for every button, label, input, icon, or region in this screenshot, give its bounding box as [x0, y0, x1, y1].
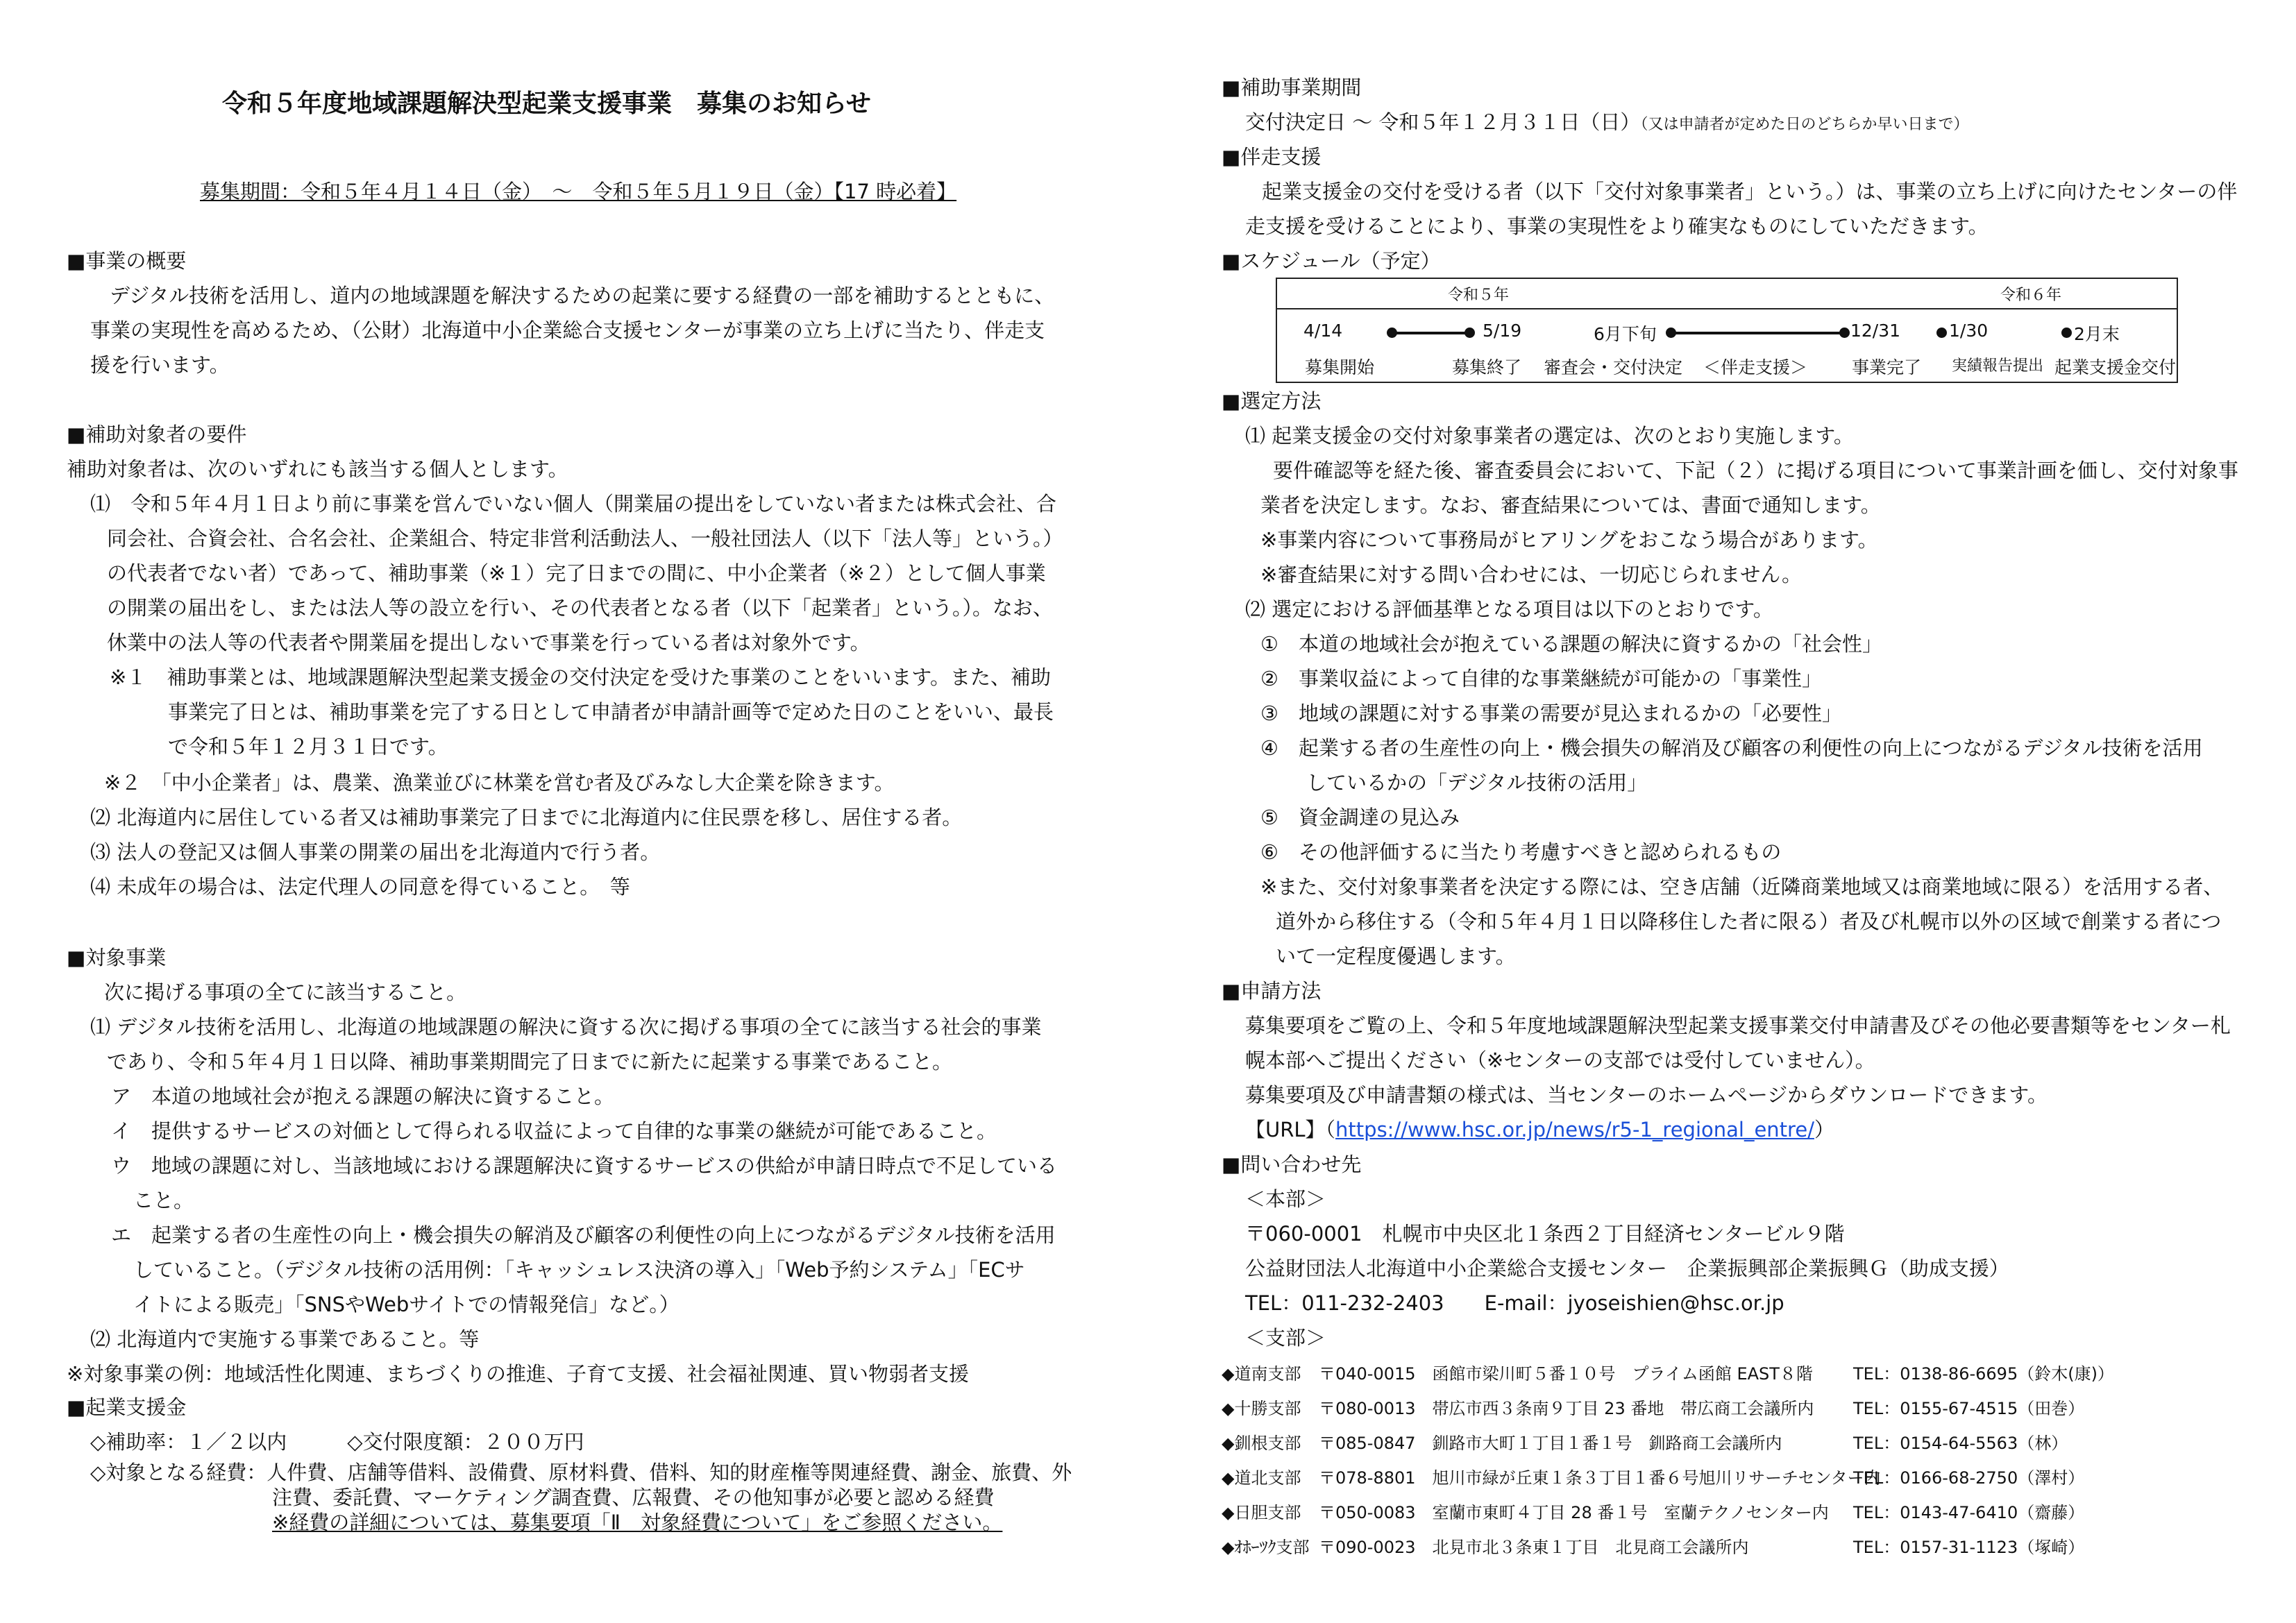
eligibility-line: ⑶ 法人の登記又は個人事業の開業の届出を北海道内で行う者。 [90, 840, 661, 864]
schedule-year: 令和６年 [2000, 287, 2062, 304]
schedule-label: 事業完了 [1852, 357, 1922, 377]
schedule-table [1276, 278, 2178, 383]
target-line: エ 起業する者の生産性の向上・機会損失の解消及び顧客の利便性の向上につながるデジタル技術を活用 [111, 1223, 1056, 1247]
branch-label: ＜支部＞ [1245, 1326, 1326, 1350]
eligibility-note: で令和５年１２月３１日です。 [168, 735, 448, 758]
timeline-dot [1464, 328, 1475, 338]
hq-organization: 公益財団法人北海道中小企業総合支援センター 企業振興部企業振興Ｇ（助成支援） [1245, 1257, 2009, 1280]
schedule-label: 審査会・交付決定 [1544, 357, 1683, 377]
target-line: イ 提供するサービスの対価として得られる収益によって自律的な事業の継続が可能であること。 [111, 1119, 997, 1143]
support-heading: ■伴走支援 [1222, 145, 1322, 169]
timeline-bar [1674, 332, 1841, 334]
eligibility-intro: 補助対象者は、次のいずれにも該当する個人とします。 [67, 457, 568, 481]
branch-name: ◆釧根支部 [1222, 1434, 1301, 1453]
apply-line: 募集要項及び申請書類の様式は、当センターのホームページからダウンロードできます。 [1245, 1083, 2048, 1107]
criterion-item: ④ 起業する者の生産性の向上・機会損失の解消及び顧客の利便性の向上につながるデジタル技術を活用 [1260, 736, 2203, 760]
period-note: （又は申請者が定めた日のどちらか早い日まで） [1640, 116, 1969, 133]
timeline-bar [1395, 332, 1466, 334]
timeline-dot [1839, 328, 1850, 338]
apply-line: 募集要項をご覧の上、令和５年度地域課題解決型起業支援事業交付申請書及びその他必要書類等をセンター札 [1245, 1014, 2231, 1037]
branch-tel: TEL：0154-64-5563（林） [1853, 1434, 2068, 1453]
target-line: 次に掲げる事項の全てに該当すること。 [104, 980, 467, 1004]
grant-costs: 注費、委託費、マーケティング調査費、広報費、その他知事が必要と認める経費 [272, 1486, 995, 1509]
branch-name: ◆道南支部 [1222, 1364, 1301, 1384]
website-link[interactable]: https://www.hsc.or.jp/news/r5-1_regional_entre/ [1335, 1118, 1814, 1141]
branch-name: ◆日胆支部 [1222, 1503, 1301, 1522]
criterion-item: ⑤ 資金調達の見込み [1260, 806, 1460, 829]
grant-rate: ◇補助率：１／２以内 ◇交付限度額：２００万円 [90, 1430, 584, 1454]
target-line: ⑵ 北海道内で実施する事業であること。等 [90, 1327, 480, 1351]
period-main: 交付決定日 ～ 令和５年１２月３１日（日） [1245, 110, 1641, 134]
eligibility-line: 同会社、合資会社、合名会社、企業組合、特定非営利活動法人、一般社団法人（以下「法人等」という。） [107, 527, 1063, 550]
eligibility-note: ※２ 「中小企業者」は、農業、漁業並びに林業を営む者及びみなし大企業を除きます。 [104, 771, 895, 794]
branch-address: 〒050-0083 室蘭市東町４丁目 28 番１号 室蘭テクノセンター内 [1319, 1503, 1829, 1522]
overview-line: 援を行います。 [90, 353, 230, 377]
page-title: 令和５年度地域課題解決型起業支援事業 募集のお知らせ [222, 90, 871, 118]
target-line: イトによる販売」「SNSやWebサイトでの情報発信」など。） [133, 1293, 679, 1316]
criterion-item: しているかの「デジタル技術の活用」 [1306, 771, 1648, 794]
branch-address: 〒090-0023 北見市北３条東１丁目 北見商工会議所内 [1319, 1538, 1749, 1557]
target-line: こと。 [133, 1189, 194, 1212]
schedule-date: 5/19 [1483, 321, 1522, 341]
selection-line: 業者を決定します。なお、審査結果については、書面で通知します。 [1260, 493, 1881, 517]
timeline-dot [1936, 328, 1947, 338]
selection-line: ※事業内容について事務局がヒアリングをおこなう場合があります。 [1260, 528, 1878, 552]
selection-line: ※審査結果に対する問い合わせには、一切応じられません。 [1260, 563, 1803, 586]
overview-heading: ■事業の概要 [67, 249, 187, 273]
hq-label: ＜本部＞ [1245, 1187, 1326, 1211]
target-heading: ■対象事業 [67, 946, 167, 969]
timeline-dot [2061, 328, 2072, 338]
branch-tel: TEL：0166-68-2750（澤村） [1853, 1468, 2085, 1488]
branch-address: 〒085-0847 釧路市大町１丁目１番１号 釧路商工会議所内 [1319, 1434, 1782, 1453]
apply-line: 幌本部へご提出ください（※センターの支部では受付していません）。 [1245, 1048, 1875, 1072]
eligibility-line: の開業の届出をし、または法人等の設立を行い、その代表者となる者（以下「起業者」という。）。なお、 [107, 596, 1054, 620]
target-line: していること。（デジタル技術の活用例：「キャッシュレス決済の導入」「Web予約システム」「ECサ [133, 1258, 1025, 1282]
schedule-date: 12/31 [1850, 321, 1901, 341]
period-text [1245, 110, 1968, 137]
url-suffix: ） [1814, 1118, 1834, 1141]
application-period: 募集期間：令和５年４月１４日（金） ～ 令和５年５月１９日（金）【17 時必着】 [200, 180, 957, 203]
eligibility-heading: ■補助対象者の要件 [67, 423, 247, 446]
overview-line: デジタル技術を活用し、道内の地域課題を解決するための起業に要する経費の一部を補助するとともに、 [110, 284, 1055, 307]
branch-tel: TEL：0157-31-1123（塚崎） [1853, 1538, 2085, 1557]
hq-contact: TEL：011-232-2403 E-mail：jyoseishien@hsc.or.jp [1245, 1291, 1784, 1315]
target-line: であり、令和５年４月１日以降、補助事業期間完了日までに新たに起業する事業であること。 [107, 1050, 953, 1073]
eligibility-line: の代表者でない者）であって、補助事業（※１）完了日までの間に、中小企業者（※２）として個人事業 [107, 561, 1046, 585]
schedule-label: 起業支援金交付 [2054, 357, 2177, 377]
grant-costs: ◇対象となる経費：人件費、店舗等借料、設備費、原材料費、借料、知的財産権等関連経費、謝金、旅費、外 [90, 1461, 1072, 1484]
schedule-date: 1/30 [1949, 321, 1989, 341]
target-line: ア 本道の地域社会が抱える課題の解決に資すること。 [111, 1085, 615, 1108]
target-line: ウ 地域の課題に対し、当該地域における課題解決に資するサービスの供給が申請日時点で不足している [111, 1154, 1058, 1178]
schedule-date: 4/14 [1303, 321, 1343, 341]
schedule-label: 募集開始 [1305, 357, 1375, 377]
eligibility-note: 事業完了日とは、補助事業を完了する日として申請者が申請計画等で定めた日のことをいい、最長 [168, 700, 1054, 724]
criterion-item: ⑥ その他評価するに当たり考慮すべきと認められるもの [1260, 840, 1782, 864]
target-examples: ※対象事業の例：地域活性化関連、まちづくりの推進、子育て支援、社会福祉関連、買い物弱者支援 [67, 1362, 970, 1386]
selection-line: ⑴ 起業支援金の交付対象事業者の選定は、次のとおり実施します。 [1245, 424, 1854, 448]
target-line: ⑴ デジタル技術を活用し、北海道の地域課題の解決に資する次に掲げる事項の全てに該当する社会的事業 [90, 1015, 1042, 1039]
branch-address: 〒078-8801 旭川市緑が丘東１条３丁目１番６号旭川リサーチセンター内 [1319, 1468, 1881, 1488]
selection-line: ⑵ 選定における評価基準となる項目は以下のとおりです。 [1245, 597, 1773, 621]
schedule-label: 実績報告提出 [1952, 357, 2044, 375]
selection-note: 道外から移住する（令和５年４月１日以降移住した者に限る）者及び札幌市以外の区域で創業する者につ [1276, 910, 2222, 933]
apply-heading: ■申請方法 [1222, 979, 1322, 1003]
branch-tel: TEL：0138-86-6695（鈴木(康)） [1853, 1364, 2114, 1384]
branch-name: ◆道北支部 [1222, 1468, 1301, 1488]
period-heading: ■補助事業期間 [1222, 76, 1362, 99]
schedule-label: 募集終了 [1452, 357, 1522, 377]
schedule-date: 2月末 [2074, 324, 2120, 344]
grant-costs-note: ※経費の詳細については、募集要項「Ⅱ 対象経費について」をご参照ください。 [272, 1511, 1003, 1534]
eligibility-line: ⑷ 未成年の場合は、法定代理人の同意を得ていること。 等 [90, 875, 630, 899]
schedule-heading: ■スケジュール（予定） [1222, 249, 1441, 273]
selection-note: ※また、交付対象事業者を決定する際には、空き店舗（近隣商業地域又は商業地域に限る）を活用する者、 [1260, 875, 2224, 899]
criterion-item: ① 本道の地域社会が抱えている課題の解決に資するかの「社会性」 [1260, 632, 1882, 656]
schedule-label: ＜伴走支援＞ [1703, 357, 1808, 377]
schedule-year: 令和５年 [1448, 287, 1510, 304]
url-prefix: 【URL】（ [1245, 1118, 1336, 1141]
branch-address: 〒040-0015 函館市梁川町５番１０号 プライム函館 EAST８階 [1319, 1364, 1813, 1384]
support-line: 走支援を受けることにより、事業の実現性をより確実なものにしていただきます。 [1245, 214, 1989, 238]
branch-name: ◆十勝支部 [1222, 1399, 1301, 1418]
selection-line: 要件確認等を経た後、審査委員会において、下記（２）に掲げる項目について事業計画を価し、交付対象事 [1273, 459, 2238, 482]
branch-tel: TEL：0143-47-6410（齋藤） [1853, 1503, 2085, 1522]
hq-address: 〒060-0001 札幌市中央区北１条西２丁目経済センタービル９階 [1245, 1222, 1845, 1246]
branch-tel: TEL：0155-67-4515（田巻） [1853, 1399, 2085, 1418]
eligibility-line: 休業中の法人等の代表者や開業届を提出しないで事業を行っている者は対象外です。 [107, 631, 870, 654]
eligibility-note: ※１ 補助事業とは、地域課題解決型起業支援金の交付決定を受けた事業のことをいいます。また、補助 [110, 665, 1051, 689]
eligibility-line: ⑵ 北海道内に居住している者又は補助事業完了日までに北海道内に住民票を移し、居住する者。 [90, 806, 963, 829]
selection-heading: ■選定方法 [1222, 389, 1322, 413]
overview-line: 事業の実現性を高めるため、（公財）北海道中小企業総合支援センターが事業の立ち上げに当たり、伴走支 [90, 318, 1045, 342]
contact-heading: ■問い合わせ先 [1222, 1153, 1362, 1176]
eligibility-line: ⑴ 令和５年４月１日より前に事業を営んでいない個人（開業届の提出をしていない者または株式会社、合 [90, 492, 1057, 516]
criterion-item: ③ 地域の課題に対する事業の需要が見込まれるかの「必要性」 [1260, 702, 1842, 725]
grant-heading: ■起業支援金 [67, 1395, 187, 1419]
selection-note: いて一定程度優遇します。 [1276, 944, 1516, 968]
schedule-date: 6月下旬 [1594, 324, 1657, 344]
branch-name: ◆ｵﾎｰﾂｸ支部 [1222, 1538, 1310, 1557]
apply-url-line [1245, 1117, 1834, 1142]
branch-address: 〒080-0013 帯広市西３条南９丁目 23 番地 帯広商工会議所内 [1319, 1399, 1814, 1418]
criterion-item: ② 事業収益によって自律的な事業継続が可能かの「事業性」 [1260, 667, 1822, 690]
schedule-divider [1277, 308, 2177, 309]
support-line: 起業支援金の交付を受ける者（以下「交付対象事業者」という。）は、事業の立ち上げに向けたセンターの伴 [1262, 180, 2238, 203]
